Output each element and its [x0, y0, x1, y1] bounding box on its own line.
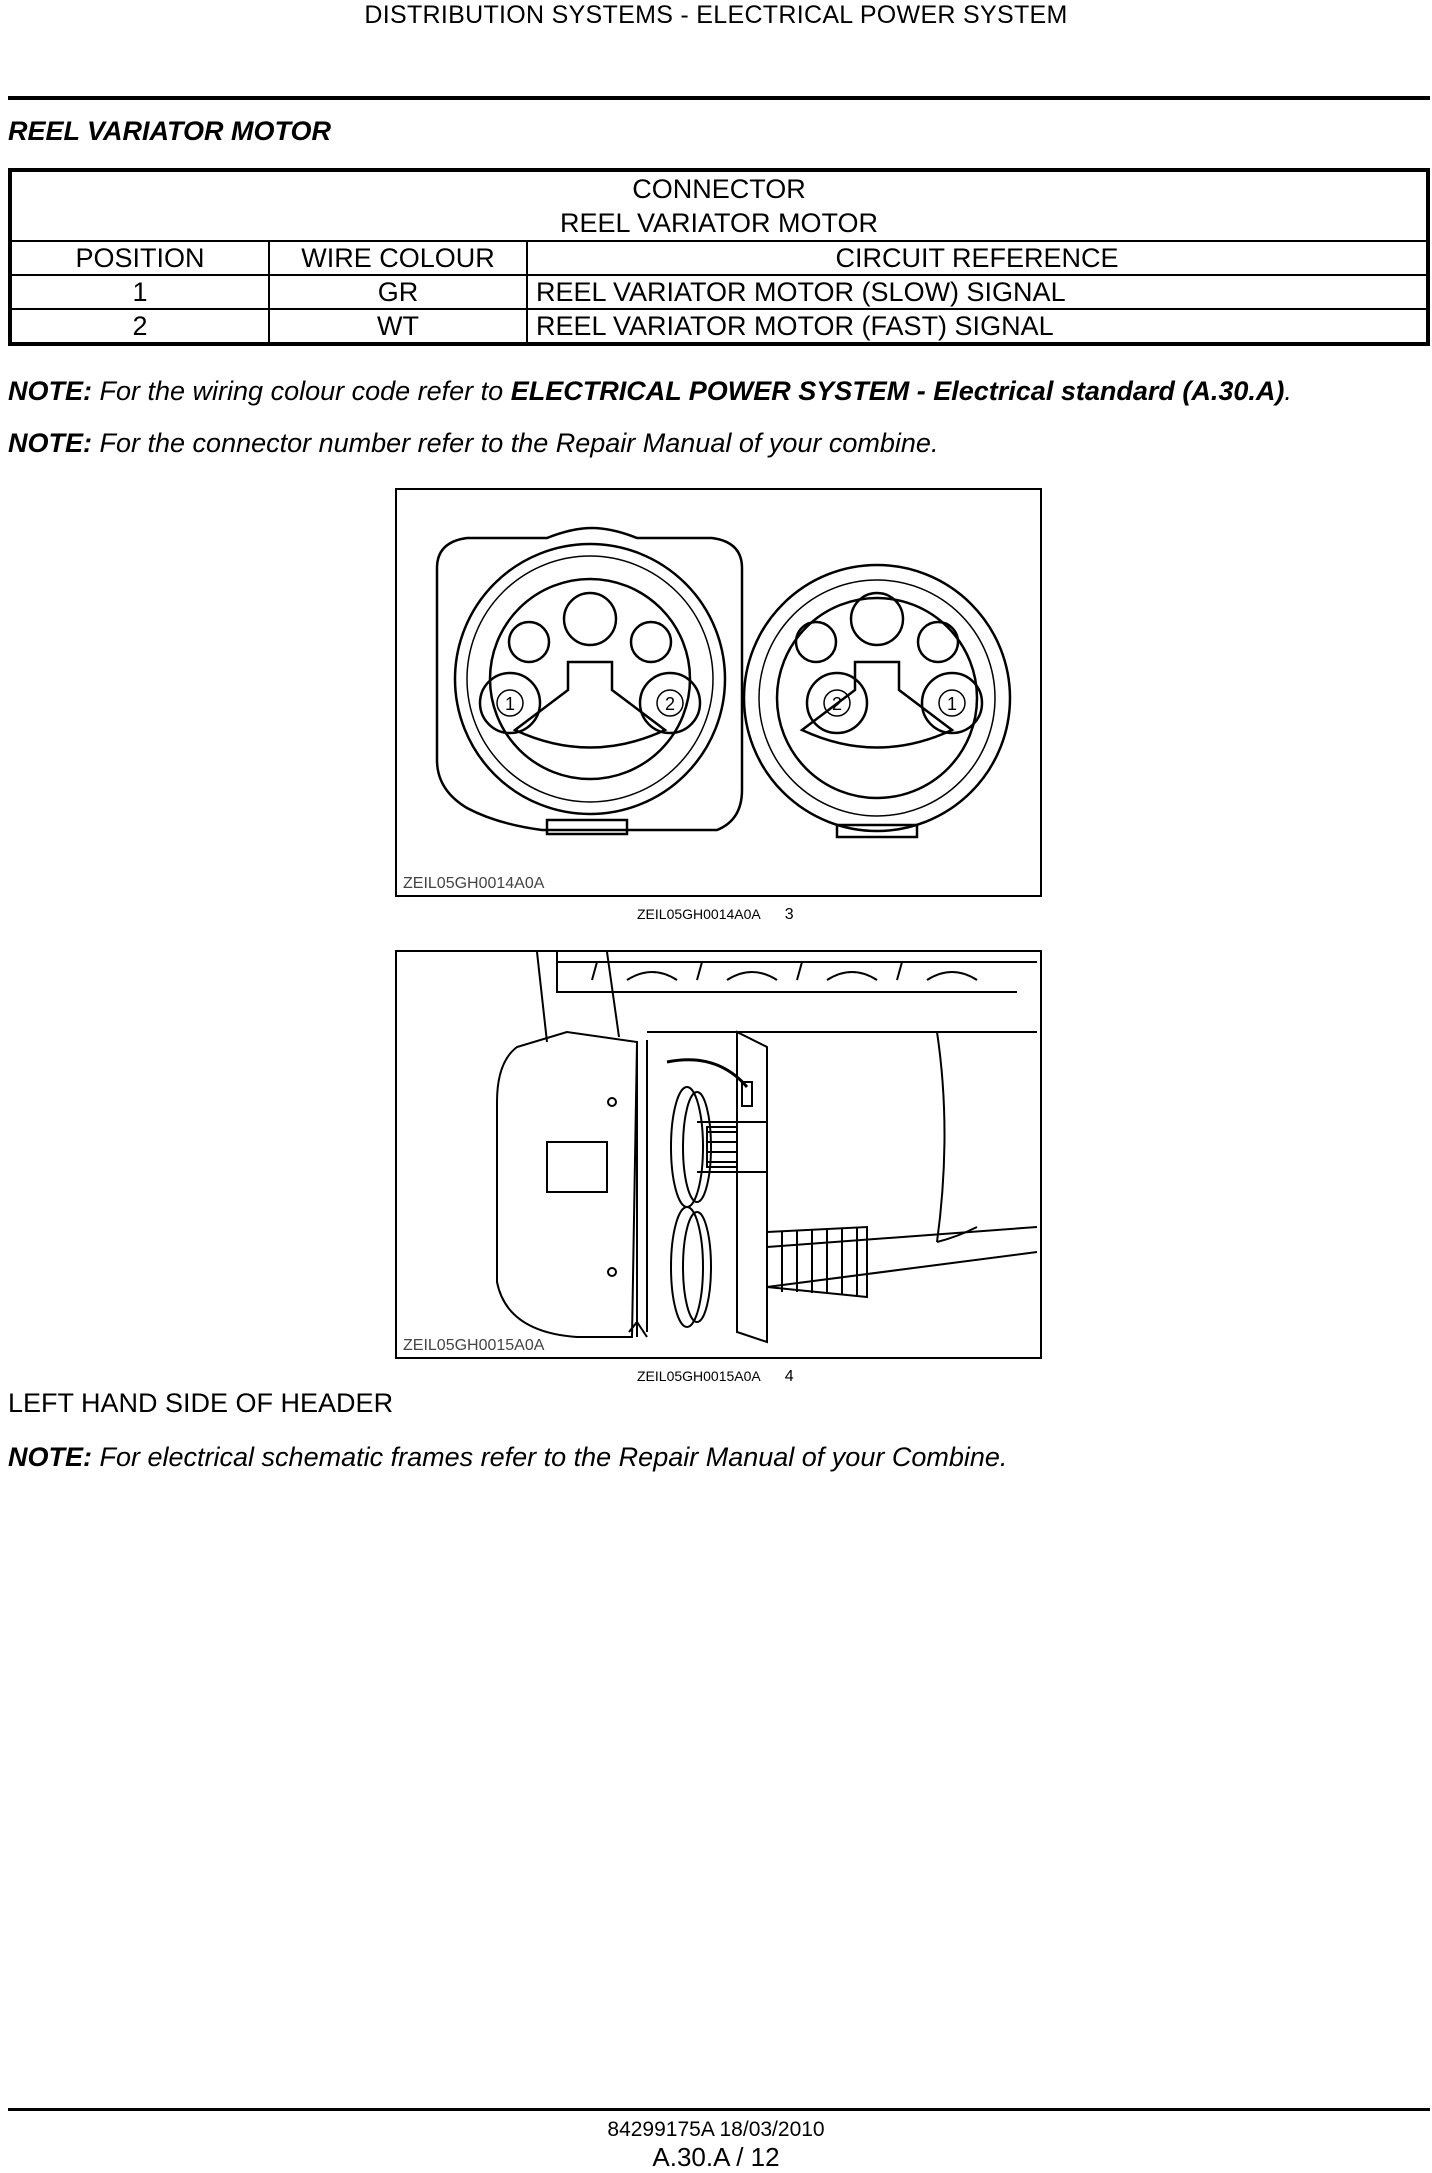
section-title: REEL VARIATOR MOTOR [8, 116, 332, 146]
table-row [10, 309, 1428, 344]
table-title-line1: CONNECTOR [632, 174, 806, 204]
caption-number: 3 [784, 906, 794, 923]
row-colour: GR [269, 275, 527, 309]
footer-rule [8, 2108, 1430, 2111]
note-wiring-colour [8, 374, 1292, 408]
pin-label-right-1: 1 [946, 694, 958, 714]
row-reference: REEL VARIATOR MOTOR (FAST) SIGNAL [527, 309, 1428, 344]
pin-label-right-2: 2 [831, 694, 843, 714]
note-connector-number [8, 426, 938, 460]
table-title [10, 170, 1428, 241]
header-illustration [397, 952, 1040, 1357]
row-position: 2 [10, 309, 269, 344]
page-header: DISTRIBUTION SYSTEMS - ELECTRICAL POWER SYSTEM [364, 1, 1068, 29]
header-wire-colour: WIRE COLOUR [269, 241, 527, 275]
note-text: For the connector number refer to the Repair Manual of your combine. [99, 428, 939, 458]
table-row [10, 275, 1428, 309]
note-text: For electrical schematic frames refer to the Repair Manual of your Combine. [99, 1442, 1008, 1472]
row-position: 1 [10, 275, 269, 309]
figure-code: ZEIL05GH0014A0A [403, 875, 545, 892]
figure-code: ZEIL05GH0015A0A [403, 1337, 545, 1354]
header-circuit-reference: CIRCUIT REFERENCE [527, 241, 1428, 275]
figure-connectors [395, 488, 1042, 897]
row-colour: WT [269, 309, 527, 344]
table-header-row [10, 241, 1428, 275]
note-label: NOTE: [8, 1442, 92, 1472]
footer-document-id: 84299175A 18/03/2010 [607, 2118, 825, 2141]
note-schematic-frames [8, 1440, 1007, 1474]
figure-label: LEFT HAND SIDE OF HEADER [8, 1388, 394, 1418]
note-reference: ELECTRICAL POWER SYSTEM - Electrical standard (A.30.A) [510, 376, 1285, 406]
note-text: For the wiring colour code refer to [99, 376, 504, 406]
connector-illustration [397, 490, 1040, 895]
footer-page-number: A.30.A / 12 [652, 2142, 780, 2172]
caption-code: ZEIL05GH0015A0A [637, 1368, 761, 1384]
table-title-row [10, 170, 1428, 241]
header-rule [8, 96, 1430, 100]
connector-table [8, 168, 1430, 346]
caption-number: 4 [784, 1368, 794, 1385]
figure-caption [637, 1368, 794, 1386]
figure-caption [637, 906, 794, 924]
pin-label-left-1: 1 [504, 694, 516, 714]
table-title-line2: REEL VARIATOR MOTOR [559, 208, 879, 238]
figure-header-side [395, 950, 1042, 1359]
note-label: NOTE: [8, 428, 92, 458]
row-reference: REEL VARIATOR MOTOR (SLOW) SIGNAL [527, 275, 1428, 309]
pin-label-left-2: 2 [664, 694, 676, 714]
note-label: NOTE: [8, 376, 92, 406]
caption-code: ZEIL05GH0014A0A [637, 906, 761, 922]
note-end: . [1284, 376, 1292, 406]
header-position: POSITION [10, 241, 269, 275]
